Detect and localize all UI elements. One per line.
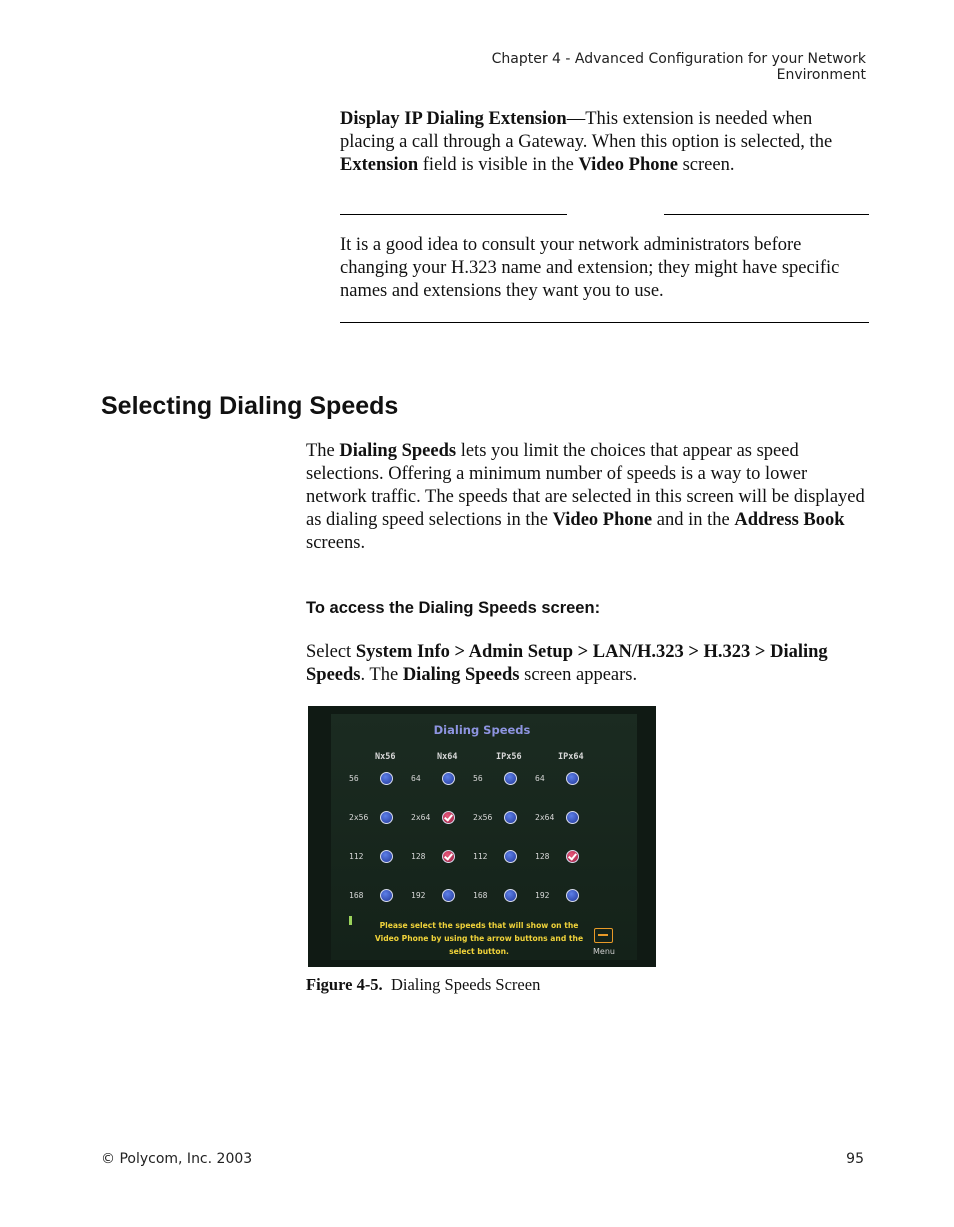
paragraph-text: screen.: [677, 155, 735, 175]
speed-label: 112: [349, 852, 364, 861]
note-text: It is a good idea to consult your network administrators before changing your H.323 name and extension; they might have specific names and extensions they want you to use.: [340, 235, 840, 301]
paragraph-text: lets you limit the choices that appear as speed selections. Offering a minimum number of speeds is a way to lower network traffic. The speeds that are selected in this screen will be displayed as dialing speed selections in the: [306, 441, 865, 530]
speed-checkbox-ipx56-168[interactable]: [504, 889, 517, 902]
speed-checkbox-ipx64-64[interactable]: [566, 772, 579, 785]
speed-checkbox-ipx56-2x56[interactable]: [504, 811, 517, 824]
term-video-phone: Video Phone: [578, 155, 678, 175]
paragraph-text: screens.: [306, 533, 366, 553]
term-dialing-speeds: Dialing Speeds: [402, 665, 520, 685]
term-extension: Extension: [340, 155, 419, 175]
speed-label: 56: [349, 774, 359, 783]
column-header-ipx64: IPx64: [558, 752, 584, 762]
intro-paragraph: [306, 440, 868, 555]
paragraph-text: The: [306, 441, 340, 461]
note-top-rule-left: [340, 214, 567, 215]
speed-checkbox-nx64-64[interactable]: [442, 772, 455, 785]
menu-label: Menu: [593, 947, 615, 956]
speed-label: 112: [473, 852, 488, 861]
term-dialing-speeds: Dialing Speeds: [339, 441, 457, 461]
speed-label: 192: [535, 891, 550, 900]
speed-label: 168: [473, 891, 488, 900]
speed-label: 2x56: [473, 813, 493, 822]
procedure-heading: To access the Dialing Speeds screen:: [306, 599, 601, 617]
speed-label: 192: [411, 891, 426, 900]
select-path-paragraph: [306, 641, 868, 687]
footer-copyright: © Polycom, Inc. 2003: [101, 1151, 253, 1167]
screenshot-title: Dialing Speeds: [433, 723, 531, 737]
paragraph-text: field is visible in the: [418, 155, 579, 175]
column-header-ipx56: IPx56: [496, 752, 522, 762]
speed-label: 168: [349, 891, 364, 900]
paragraph-text: Select: [306, 642, 356, 662]
speed-label: 128: [411, 852, 426, 861]
speed-checkbox-nx56-168[interactable]: [380, 889, 393, 902]
term-video-phone: Video Phone: [552, 510, 653, 530]
speed-checkbox-nx56-112[interactable]: [380, 850, 393, 863]
screenshot-instructions: Please select the speeds that will show on the Video Phone by using the arrow buttons and the select button.: [374, 921, 584, 956]
speed-label: 2x56: [349, 813, 369, 822]
dialing-speeds-screenshot: [308, 706, 656, 967]
column-header-nx64: Nx64: [437, 752, 458, 762]
menu-path: System Info > Admin Setup > LAN/H.323 > H.323 > Dialing Speeds: [306, 642, 828, 685]
speed-checkbox-nx56-56[interactable]: [380, 772, 393, 785]
figure-label: Figure 4-5.: [306, 975, 383, 994]
paragraph-text: . The: [360, 665, 403, 685]
speed-checkbox-ipx56-56[interactable]: [504, 772, 517, 785]
info-icon: [349, 916, 352, 925]
menu-icon[interactable]: [594, 928, 613, 943]
speed-checkbox-nx64-192[interactable]: [442, 889, 455, 902]
note-top-rule-right: [664, 214, 869, 215]
note-bottom-rule: [340, 322, 869, 323]
column-header-nx56: Nx56: [375, 752, 396, 762]
paragraph-text: —This extension is needed when placing a call through a Gateway. When this option is selected, the: [340, 109, 833, 152]
paragraph-text: screen appears.: [519, 665, 638, 685]
figure-caption-text: Dialing Speeds Screen: [390, 975, 541, 994]
speed-checkbox-nx64-2x64[interactable]: [442, 811, 455, 824]
speed-label: 64: [535, 774, 545, 783]
speed-label: 2x64: [411, 813, 431, 822]
speed-checkbox-ipx64-128[interactable]: [566, 850, 579, 863]
running-header: Chapter 4 - Advanced Configuration for your Network Environment: [491, 51, 866, 83]
speed-label: 64: [411, 774, 421, 783]
paragraph-text: and in the: [652, 510, 735, 530]
speed-label: 2x64: [535, 813, 555, 822]
footer-page-number: 95: [846, 1151, 864, 1167]
figure-caption: [306, 975, 540, 995]
speed-label: 56: [473, 774, 483, 783]
term-display-ip-dialing-extension: Display IP Dialing Extension: [340, 109, 567, 129]
speed-checkbox-ipx64-2x64[interactable]: [566, 811, 579, 824]
term-address-book: Address Book: [734, 510, 845, 530]
speed-checkbox-ipx56-112[interactable]: [504, 850, 517, 863]
display-ip-extension-paragraph: [340, 108, 868, 177]
speed-checkbox-ipx64-192[interactable]: [566, 889, 579, 902]
speed-checkbox-nx56-2x56[interactable]: [380, 811, 393, 824]
speed-checkbox-nx64-128[interactable]: [442, 850, 455, 863]
speed-label: 128: [535, 852, 550, 861]
section-title: Selecting Dialing Speeds: [101, 392, 399, 420]
